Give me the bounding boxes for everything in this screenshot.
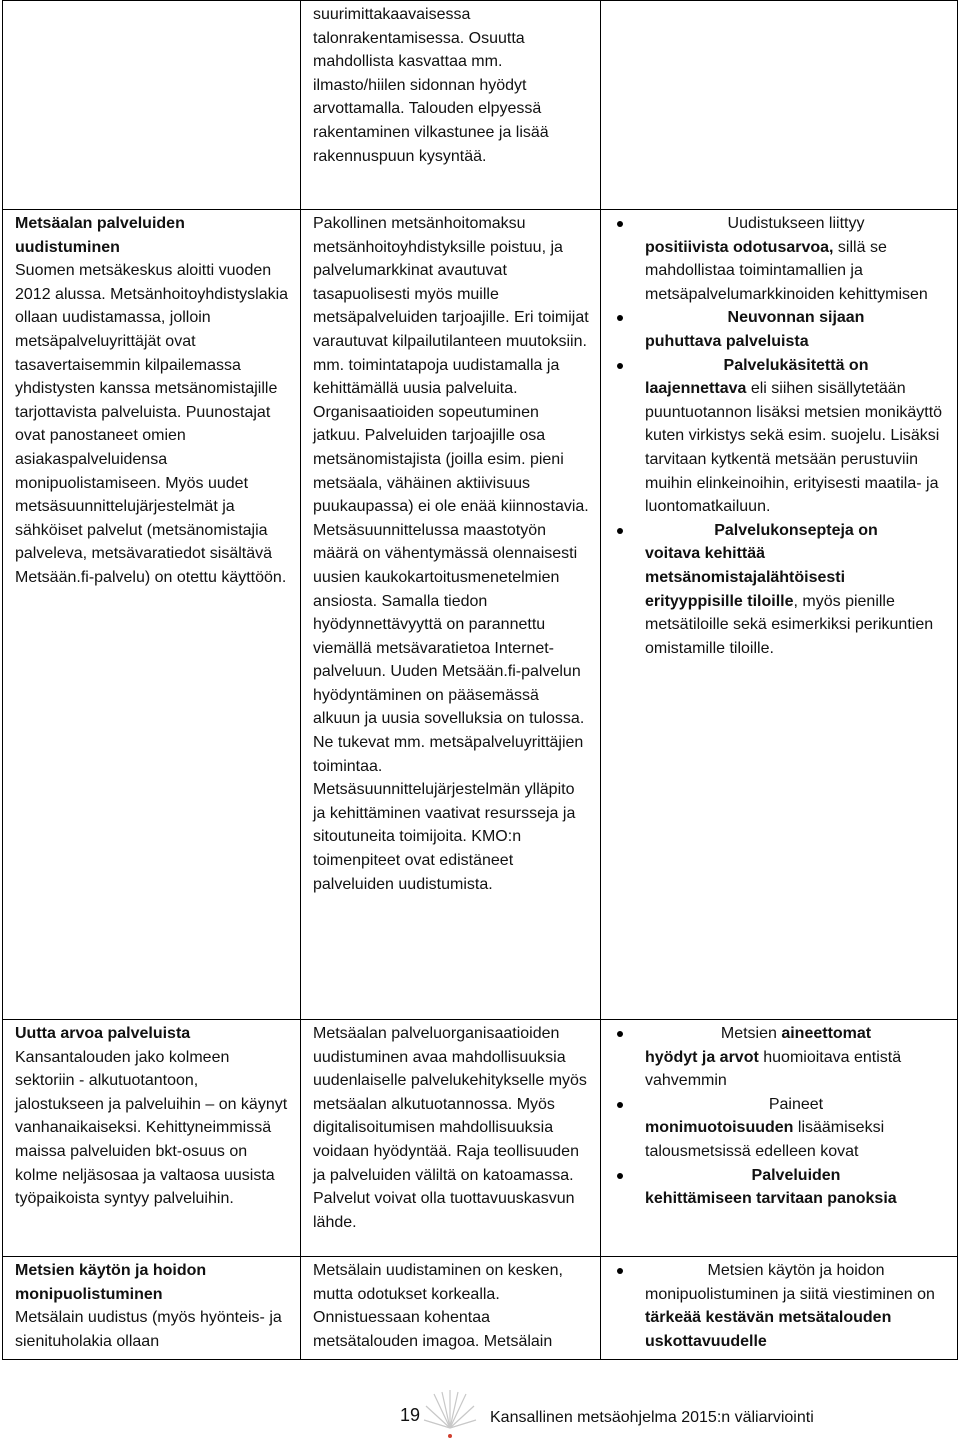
- page-footer: [0, 1380, 960, 1440]
- paragraph: Pakollinen metsänhoitomaksu metsänhoitoyhdistyksille poistuu, ja palvelumarkkinat avautuvat tasapuolisesti myös muille metsäpalveluiden tarjoajille. Eri toimijat varautuvat kilpailutilanteen muutoksiin. mm. toimintatapoja uudistamalla ja kehittämällä uusia palveluita. Organisaatioiden sopeutuminen jatkuu. Palveluiden tarjoajille osa metsänomistajista (joilla esim. pieni metsäala, vähäinen aktiivisuus puukaupassa) ei ole enää kiinnostavia. Metsäsuunnittelussa maastotyön määrä on vähentymässä olennaisesti uusien kaukokartoitusmenetelmien ansiosta. Samalla tiedon hyödynnettävyyttä on parannettu viemällä metsävaratietoa Internet-palveluun. Uuden Metsään.fi-palvelun hyödyntäminen on pääsemässä alkuun ja uusia sovelluksia on tulossa. Ne tukevat mm. metsäpalveluyrittäjien toimintaa. Metsäsuunnittelujärjestelmän ylläpito ja kehittäminen vaativat resursseja ja sitoutuneita toimijoita. KMO:n toimenpiteet ovat edistäneet palveluiden uudistumista.: [313, 215, 589, 893]
- cell-bullets: [601, 1257, 958, 1360]
- cell-text: [301, 1, 601, 210]
- cell-empty: [601, 1, 958, 210]
- footer-title: Kansallinen metsäohjelma 2015:n väliarviointi: [490, 1409, 814, 1426]
- list-item: Neuvonnan sijaan puhuttava palveluista: [613, 306, 947, 353]
- cell-empty: [3, 1, 301, 210]
- bullet-list: [613, 1022, 947, 1211]
- cell-bullets: [601, 1020, 958, 1257]
- cell-text: [301, 1020, 601, 1257]
- list-item: Uudistukseen liittyy positiivista odotusarvoa, sillä se mahdollistaa toimintamallien ja metsäpalvelumarkkinoiden kehittymisen: [613, 212, 947, 306]
- cell-text: [3, 1257, 301, 1360]
- cell-text: [301, 210, 601, 1020]
- paragraph: Metsälain uudistaminen on kesken, mutta odotukset korkealla. Onnistuessaan kohentaa metsätalouden imagoa. Metsälain: [313, 1262, 563, 1350]
- paragraph: Suomen metsäkeskus aloitti vuoden 2012 alussa. Metsänhoitoyhdistyslakia ollaan uudistamassa, jolloin metsäpalveluyrittäjät ovat tasavertaisemmin kilpailemassa yhdistysten kanssa metsänomistajille tarjottavista palveluista. Puunostajat ovat panostaneet omien asiakaspalveluidensa monipuolistamiseen. Myös uudet metsäsuunnittelujärjestelmät ja sähköiset palvelut (metsänomistajia palveleva, metsävaratiedot sisältävä Metsään.fi-palvelu) on otettu käyttöön.: [15, 262, 289, 586]
- list-item: Palvelukäsitettä on laajennettava eli siihen sisällytetään puuntuotannon lisäksi metsien monikäyttö kuten virkistys sekä esim. suojelu. Lisäksi tarvitaan kytkentä metsään perustuviin muihin elinkeinoihin, erityisesti maatila- ja luontomatkailuun.: [613, 354, 947, 519]
- paragraph: Metsälain uudistus (myös hyönteis- ja sienituholakia ollaan: [15, 1309, 282, 1350]
- section-heading: Metsäalan palveluiden uudistuminen: [15, 215, 185, 256]
- section-heading: Uutta arvoa palveluista: [15, 1025, 191, 1042]
- starburst-logo-icon: [420, 1384, 480, 1440]
- cell-bullets: [601, 210, 958, 1020]
- page-number: 19: [400, 1405, 421, 1425]
- paragraph: suurimittakaavaisessa talonrakentamisessa. Osuutta mahdollista kasvattaa mm. ilmasto/hiilen sidonnan hyödyt arvottamalla. Talouden elpyessä rakentaminen vilkastunee ja lisää rakennuspuun kysyntää.: [313, 6, 549, 165]
- cell-text: [3, 210, 301, 1020]
- cell-text: [3, 1020, 301, 1257]
- list-item: Metsien aineettomat hyödyt ja arvot huomioitava entistä vahvemmin: [613, 1022, 947, 1093]
- paragraph: Metsäalan palveluorganisaatioiden uudistuminen avaa mahdollisuuksia uudenlaiselle palvelukehitykselle myös metsäalan alkutuotannossa. Myös digitalisoitumisen mahdollisuuksia voidaan hyödyntää. Raja teollisuuden ja palveluiden väliltä on katoamassa. Palvelut voivat olla tuottavuuskasvun lähde.: [313, 1025, 587, 1231]
- table-row: [3, 1, 958, 210]
- cell-text: [301, 1257, 601, 1360]
- list-item: Palveluiden kehittämiseen tarvitaan panoksia: [613, 1164, 947, 1211]
- list-item: Paineet monimuotoisuuden lisäämiseksi talousmetsissä edelleen kovat: [613, 1093, 947, 1164]
- section-heading: Metsien käytön ja hoidon monipuolistuminen: [15, 1262, 207, 1303]
- table-row: [3, 1020, 958, 1257]
- bullet-list: [613, 1259, 947, 1353]
- list-item: Palvelukonsepteja on voitava kehittää metsänomistajalähtöisesti erityyppisille tiloille, myös pienille metsätiloille sekä esimerkiksi perikuntien omistamille tiloille.: [613, 519, 947, 661]
- list-item: Metsien käytön ja hoidon monipuolistuminen ja siitä viestiminen on tärkeää kestävän metsätalouden uskottavuudelle: [613, 1259, 947, 1353]
- bullet-list: [613, 212, 947, 660]
- assessment-table: [2, 0, 958, 1360]
- paragraph: Kansantalouden jako kolmeen sektoriin - alkutuotantoon, jalostukseen ja palveluihin – on käynyt vanhanaikaiseksi. Kehittyneimmissä maissa palveluiden bkt-osuus on kolme neljäsosaa ja valtaosa uusista työpaikoista syntyy palveluihin.: [15, 1048, 288, 1208]
- table-row: [3, 210, 958, 1020]
- table-row: [3, 1257, 958, 1360]
